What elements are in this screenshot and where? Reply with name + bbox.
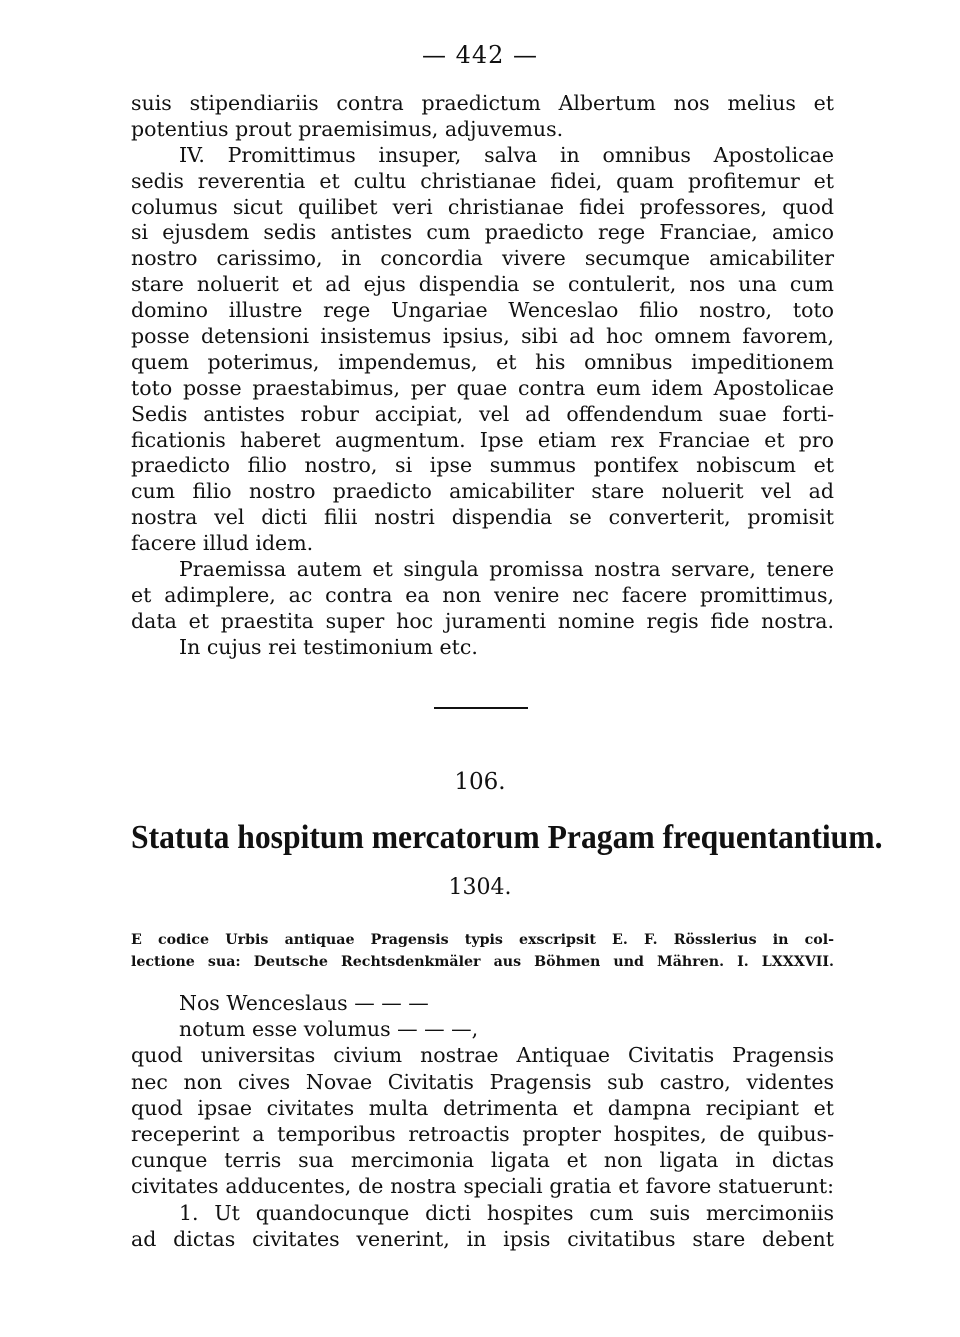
text-line: notum esse volumus — — —, <box>179 1017 479 1042</box>
text-line: Praemissa autem et singula promissa nostra servare, tenere <box>179 557 834 582</box>
text-line: Nos Wenceslaus — — — <box>179 991 429 1015</box>
text-line: quod ipsae civitates multa detrimenta et dampna recipiant et <box>131 1095 834 1120</box>
text-line: nostra vel dicti filii nostri dispendia se converterit, promisit <box>131 505 834 530</box>
text-line: ficationis haberet augmentum. Ipse etiam rex Franciae et pro <box>131 427 834 452</box>
page-number: — 442 — <box>421 41 539 69</box>
source-note-line: E codice Urbis antiquae Pragensis typis exscripsit E. F. Rösslerius in col- <box>131 932 834 948</box>
text-line: potentius prout praemisimus, adjuvemus. <box>131 116 564 141</box>
text-line: si ejusdem sedis antistes cum praedicto rege Franciae, amico <box>131 220 834 245</box>
text-line: civitates adducentes, de nostra speciali gratia et favore statuerunt: <box>131 1174 834 1199</box>
document-number: 106. <box>454 769 506 795</box>
source-note <box>131 929 834 973</box>
upper-text-block <box>131 91 834 661</box>
section-iv-start: IV. Promittimus insuper, salva in omnibus Apostolicae <box>179 142 834 167</box>
section-divider <box>434 707 528 709</box>
text-line: facere illud idem. <box>131 531 314 556</box>
text-line: sedis reverentia et cultu christianae fidei, quam profitemur et <box>131 168 834 193</box>
text-line: quod universitas civium nostrae Antiquae Civitatis Pragensis <box>131 1043 834 1068</box>
text-line: receperint a temporibus retroactis propter hospites, de quibus- <box>131 1121 834 1146</box>
text-line: nec non cives Novae Civitatis Pragensis sub castro, videntes <box>131 1069 834 1094</box>
text-line: ad dictas civitates venerint, in ipsis civitatibus stare debent <box>131 1226 834 1251</box>
text-line: nostro carissimo, in concordia vivere secumque amicabiliter <box>131 246 834 271</box>
text-line: et adimplere, ac contra ea non venire nec facere promittimus, <box>131 582 834 607</box>
text-line: Sedis antistes robur accipiat, vel ad offendendum suae forti- <box>131 401 834 426</box>
text-line: 1. Ut quandocunque dicti hospites cum suis mercimoniis <box>179 1200 834 1225</box>
text-line: praedicto filio nostro, si ipse summus pontifex nobiscum et <box>131 453 834 478</box>
text-line: cum filio nostro praedicto amicabiliter stare noluerit vel ad <box>131 479 834 504</box>
source-note-line: lectione sua: Deutsche Rechtsdenkmäler aus Böhmen und Mähren. I. LXXXVII. <box>131 954 834 970</box>
text-line: stare noluerit et ad ejus dispendia se contulerit, nos una cum <box>131 272 834 297</box>
text-line: In cujus rei testimonium etc. <box>179 634 478 659</box>
text-line: posse detensioni insistemus ipsius, sibi ad hoc omnem favorem, <box>131 324 834 349</box>
document-title: Statuta hospitum mercatorum Pragam frequentantium. <box>131 819 883 856</box>
text-line: cunque terris sua mercimonia ligata et non ligata in dictas <box>131 1148 834 1173</box>
text-line: data et praestita super hoc juramenti nomine regis fide nostra. <box>131 608 834 633</box>
text-line: suis stipendiariis contra praedictum Albertum nos melius et <box>131 91 834 115</box>
text-line: quem poterimus, impendemus, et his omnibus impeditionem <box>131 349 834 374</box>
text-line: columus sicut quilibet veri christianae fidei professores, quod <box>131 194 834 219</box>
text-line: toto posse praestabimus, per quae contra eum idem Apostolicae <box>131 375 834 400</box>
text-line: domino illustre rege Ungariae Wenceslao filio nostro, toto <box>131 298 834 323</box>
document-year: 1304. <box>448 875 512 900</box>
lower-text-block <box>131 990 834 1252</box>
